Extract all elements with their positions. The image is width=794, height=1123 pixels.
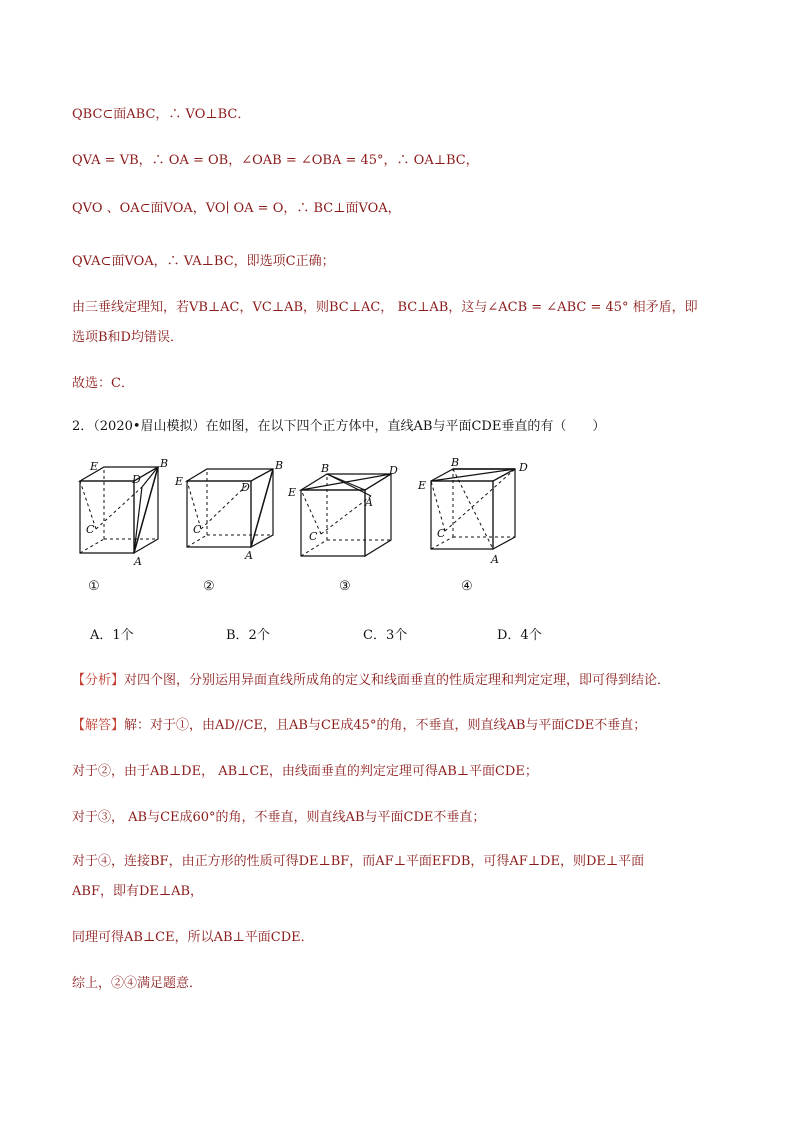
- solution-line-3: 对于③， AB与CE成60°的角，不垂直，则直线AB与平面CDE不垂直；: [72, 810, 486, 825]
- analysis-line: [72, 669, 670, 688]
- text-line-6: 选项B和D均错误．: [72, 330, 183, 345]
- option-d[interactable]: D．4个: [497, 628, 542, 643]
- text-line-5: 由三垂线定理知，若VB⊥AC，VC⊥AB，则BC⊥AC， BC⊥AB，这与∠ACB = ∠ABC = 45° 相矛盾，即: [72, 300, 698, 315]
- vertex-label-a: A: [134, 555, 142, 568]
- text-line-2: QVA = VB，∴ OA = OB，∠OAB = ∠OBA = 45°，∴ OA⊥BC，: [72, 153, 479, 168]
- cube-figure-3: [285, 460, 400, 570]
- cube-figure-4: [415, 455, 530, 570]
- solution-text: 解：对于①，由AD//CE，且AB与CE成45°的角，不垂直，则直线AB与平面CDE不垂直；: [124, 718, 647, 733]
- solution-line-5: ABF，即有DE⊥AB，: [72, 884, 204, 899]
- solution-line-7: 综上，②④满足题意．: [72, 976, 203, 991]
- vertex-label-d: D: [132, 473, 141, 486]
- vertex-label-d: D: [519, 461, 528, 474]
- vertex-label-b: B: [451, 456, 460, 469]
- cube-figure-2: [175, 455, 285, 570]
- vertex-label-d: D: [241, 481, 250, 494]
- analysis-text: 对四个图，分别运用异面直线所成角的定义和线面垂直的性质定理和判定定理，即可得到结论．: [124, 673, 671, 688]
- solution-line-4: 对于④，连接BF，由正方形的性质可得DE⊥BF，而AF⊥平面EFDB，可得AF⊥DE，则DE⊥平面: [72, 854, 645, 869]
- solution-line: [72, 714, 646, 733]
- text-line-3: QVO 、OA⊂面VOA，VO∣ OA = O，∴ BC⊥面VOA，: [72, 201, 401, 216]
- vertex-label-e: E: [175, 475, 184, 488]
- option-b[interactable]: B．2个: [226, 628, 270, 643]
- vertex-label-b: B: [275, 459, 284, 472]
- figure-label-2: ②: [203, 579, 215, 594]
- vertex-label-c: C: [86, 523, 95, 536]
- text-line-4: QVA⊂面VOA，∴ VA⊥BC，即选项C正确；: [72, 254, 335, 269]
- analysis-tag: 【分析】: [72, 673, 125, 688]
- vertex-label-b: B: [160, 457, 169, 470]
- figure-label-1: ①: [88, 579, 100, 594]
- solution-line-2: 对于②，由于AB⊥DE， AB⊥CE，由线面垂直的判定定理可得AB⊥平面CDE；: [72, 764, 538, 779]
- vertex-label-b: B: [321, 462, 330, 475]
- vertex-label-a: A: [245, 549, 253, 562]
- option-a[interactable]: A．1个: [90, 628, 134, 643]
- solution-tag: 【解答】: [72, 718, 125, 733]
- text-line-7: 故选：C．: [72, 376, 134, 391]
- vertex-label-a: A: [365, 496, 373, 509]
- vertex-label-e: E: [90, 460, 99, 473]
- figure-label-4: ④: [461, 579, 473, 594]
- cube-figure-1: [72, 455, 182, 570]
- option-c[interactable]: C．3个: [363, 628, 408, 643]
- vertex-label-e: E: [288, 486, 297, 499]
- question-text: 2．（2020•眉山模拟）在如图，在以下四个正方体中，直线AB与平面CDE垂直的有（ ）: [72, 419, 606, 434]
- vertex-label-c: C: [309, 530, 318, 543]
- solution-line-6: 同理可得AB⊥CE，所以AB⊥平面CDE．: [72, 930, 314, 945]
- vertex-label-d: D: [389, 464, 398, 477]
- vertex-label-c: C: [437, 527, 446, 540]
- figure-label-3: ③: [339, 579, 351, 594]
- vertex-label-c: C: [193, 523, 202, 536]
- vertex-label-a: A: [491, 553, 499, 566]
- text-line-1: QBC⊂面ABC，∴ VO⊥BC．: [72, 107, 251, 122]
- vertex-label-e: E: [418, 479, 427, 492]
